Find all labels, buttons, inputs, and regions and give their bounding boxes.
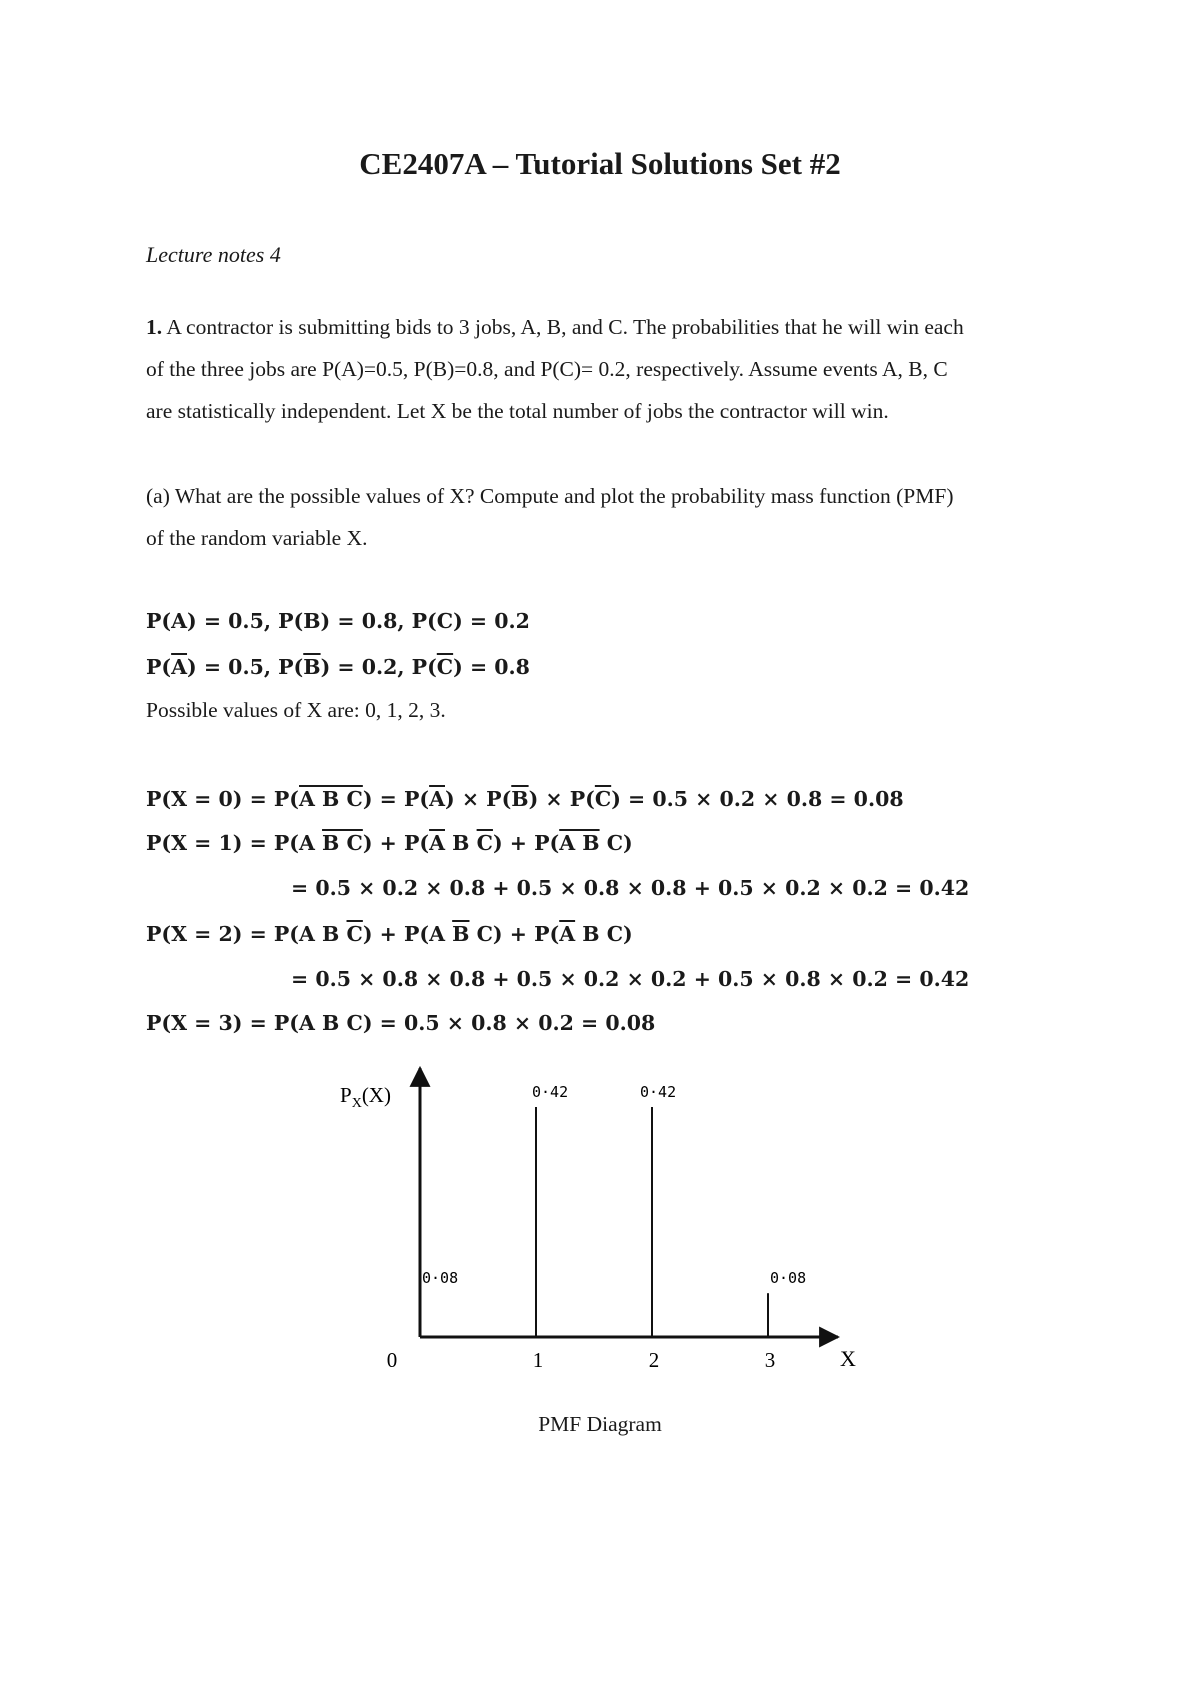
question-1-line-1: 1. A contractor is submitting bids to 3 jobs, A, B, and C. The probabilities that he will win each xyxy=(146,315,964,339)
tick-label-2: 2 xyxy=(648,1348,660,1372)
px2-equation: P(X = 2) = P(A B $\overline{C}) + P(A$ $\overline{B}$ $C) + P(\overline{A}$ B C) xyxy=(146,922,633,946)
page-title: CE2407A – Tutorial Solutions Set #2 xyxy=(359,146,841,181)
value-label-3: 0·08 xyxy=(770,1269,807,1288)
pmf-chart xyxy=(310,1050,870,1390)
question-1a xyxy=(146,475,1066,559)
lecture-notes-label: Lecture notes 4 xyxy=(146,242,281,267)
question-1 xyxy=(146,306,1066,432)
px0-equation: P(X = 0) = P(A B $C) = P(\overline{A}) \times P(\overline{B}) \times P(\overline{C}) = 0.5 \times 0.2 \times 0.8 = 0.08$ xyxy=(146,787,904,811)
px3-equation: P(X = 3) = P(A B C) = 0.5 × 0.8 × 0.2 = 0.08 xyxy=(146,1011,656,1035)
px1-equation: P(X = 1) = P(A B $C) + P(\overline{A}$ B $\overline{C}) + P(A$ B C) xyxy=(146,831,633,855)
question-1a-line-1: (a) What are the possible values of X? Compute and plot the probability mass function (PMF) xyxy=(146,484,954,508)
px1-calculation: = 0.5 × 0.2 × 0.8 + 0.5 × 0.8 × 0.8 + 0.5 × 0.2 × 0.2 = 0.42 xyxy=(291,876,970,900)
tick-label-3: 3 xyxy=(764,1348,776,1372)
possible-values-text: Possible values of X are: 0, 1, 2, 3. xyxy=(146,698,446,722)
complement-probabilities: $P(\overline{A}) = 0.5$, $P(\overline{B}) = 0.2$, $P(\overline{C}) = 0.8$ xyxy=(146,655,530,679)
y-axis-label: $P_X(X)$ xyxy=(340,1083,391,1111)
px2-calculation: = 0.5 × 0.8 × 0.8 + 0.5 × 0.2 × 0.2 + 0.5 × 0.8 × 0.2 = 0.42 xyxy=(291,967,970,991)
tick-label-1: 1 xyxy=(532,1348,544,1372)
tick-label-0: 0 xyxy=(386,1348,398,1372)
question-1-line-2: of the three jobs are P(A)=0.5, P(B)=0.8, and P(C)= 0.2, respectively. Assume events A, B, C xyxy=(146,357,948,381)
question-number: 1. xyxy=(146,315,163,339)
question-1-line-3: are statistically independent. Let X be the total number of jobs the contractor will win. xyxy=(146,399,889,423)
question-1a-line-2: of the random variable X. xyxy=(146,526,368,550)
value-label-2: 0·42 xyxy=(640,1083,677,1101)
value-label-0: 0·08 xyxy=(422,1269,459,1288)
value-label-1: 0·42 xyxy=(532,1083,569,1101)
x-axis-label: X xyxy=(840,1346,856,1371)
chart-caption: PMF Diagram xyxy=(538,1412,662,1436)
event-probabilities: P(A) = 0.5, P(B) = 0.8, P(C) = 0.2 xyxy=(146,609,530,633)
